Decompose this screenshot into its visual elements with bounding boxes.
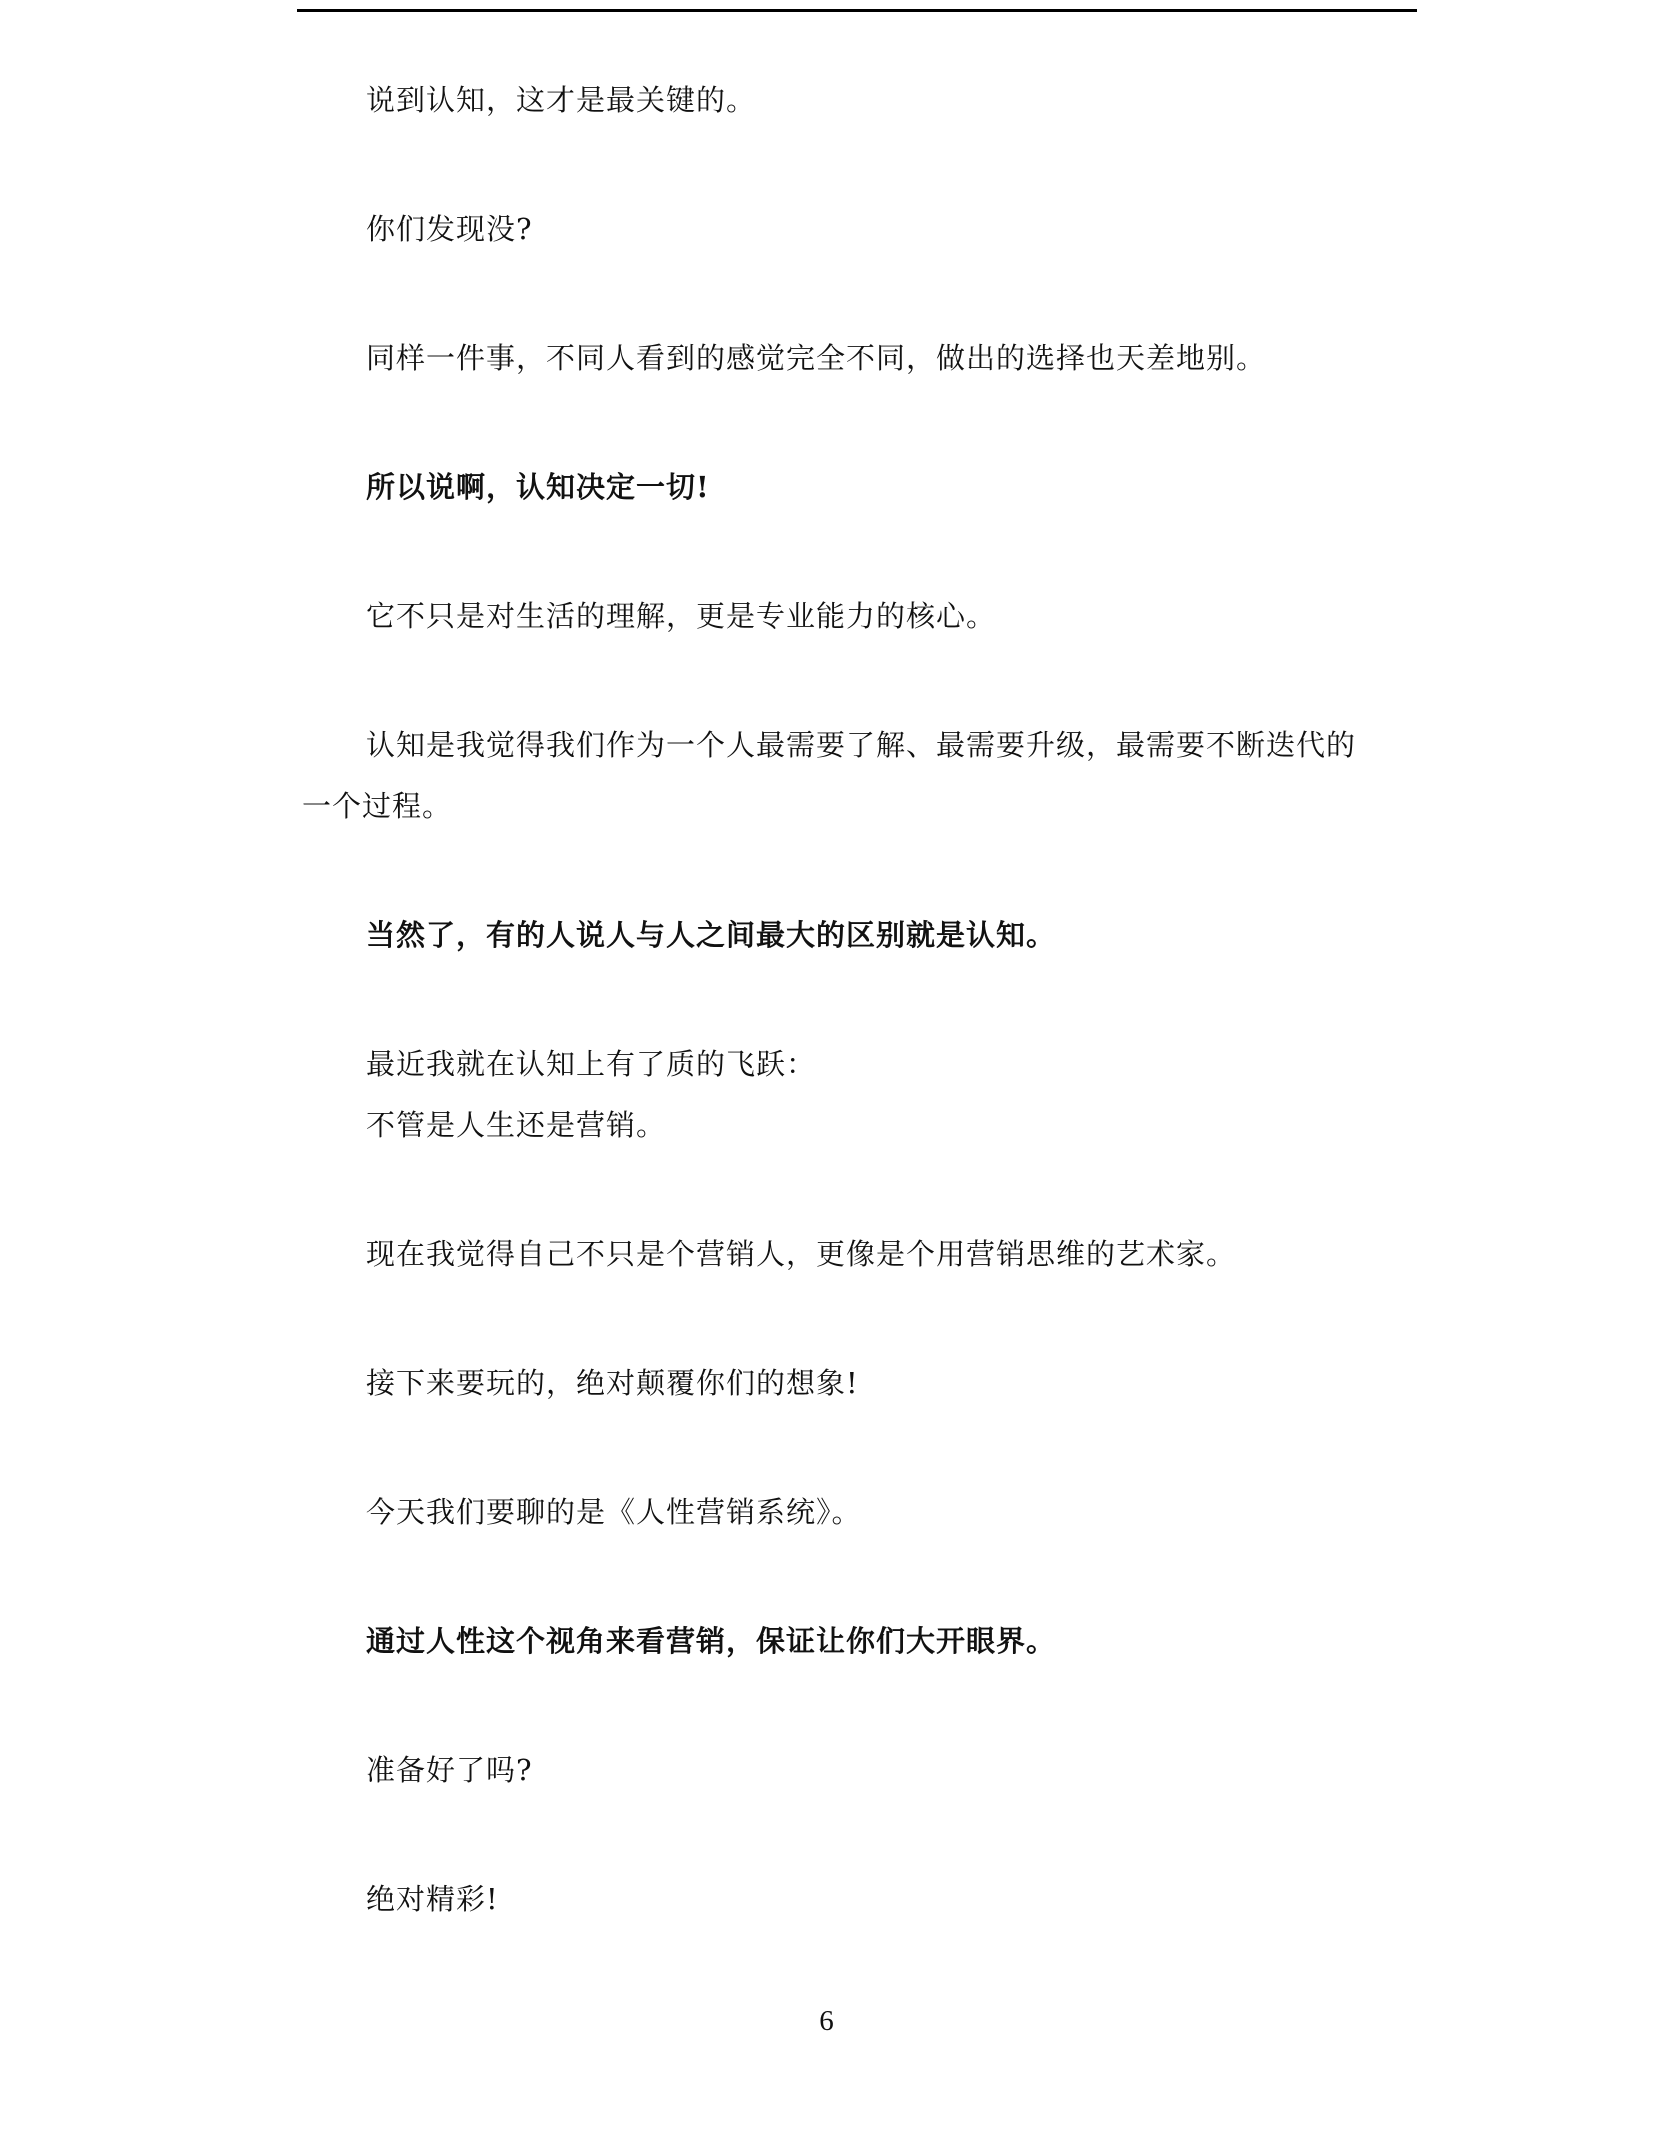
paragraph-8: 最近我就在认知上有了质的飞跃： [366, 1047, 817, 1081]
paragraph-5: 它不只是对生活的理解，更是专业能力的核心。 [366, 599, 997, 633]
paragraph-3: 同样一件事，不同人看到的感觉完全不同，做出的选择也天差地别。 [366, 341, 1267, 375]
paragraph-6: 认知是我觉得我们作为一个人最需要了解、最需要升级，最需要不断迭代的 [366, 728, 1357, 762]
header-rule [297, 9, 1417, 12]
paragraph-10: 现在我觉得自己不只是个营销人，更像是个用营销思维的艺术家。 [366, 1237, 1237, 1271]
paragraph-14: 准备好了吗? [366, 1753, 533, 1787]
paragraph-11: 接下来要玩的，绝对颠覆你们的想象! [366, 1366, 859, 1400]
paragraph-1: 说到认知，这才是最关键的。 [366, 83, 757, 117]
paragraph-2: 你们发现没? [366, 212, 533, 246]
paragraph-6-continuation: 一个过程。 [302, 789, 453, 823]
paragraph-12: 今天我们要聊的是《人性营销系统》。 [366, 1495, 862, 1529]
paragraph-4-emphasis: 所以说啊，认知决定一切! [366, 470, 710, 504]
paragraph-9: 不管是人生还是营销。 [366, 1108, 667, 1142]
paragraph-13-emphasis: 通过人性这个视角来看营销，保证让你们大开眼界。 [366, 1624, 1057, 1658]
paragraph-7-emphasis: 当然了，有的人说人与人之间最大的区别就是认知。 [366, 918, 1057, 952]
paragraph-15: 绝对精彩! [366, 1882, 499, 1916]
page-number: 6 [819, 2005, 834, 2037]
